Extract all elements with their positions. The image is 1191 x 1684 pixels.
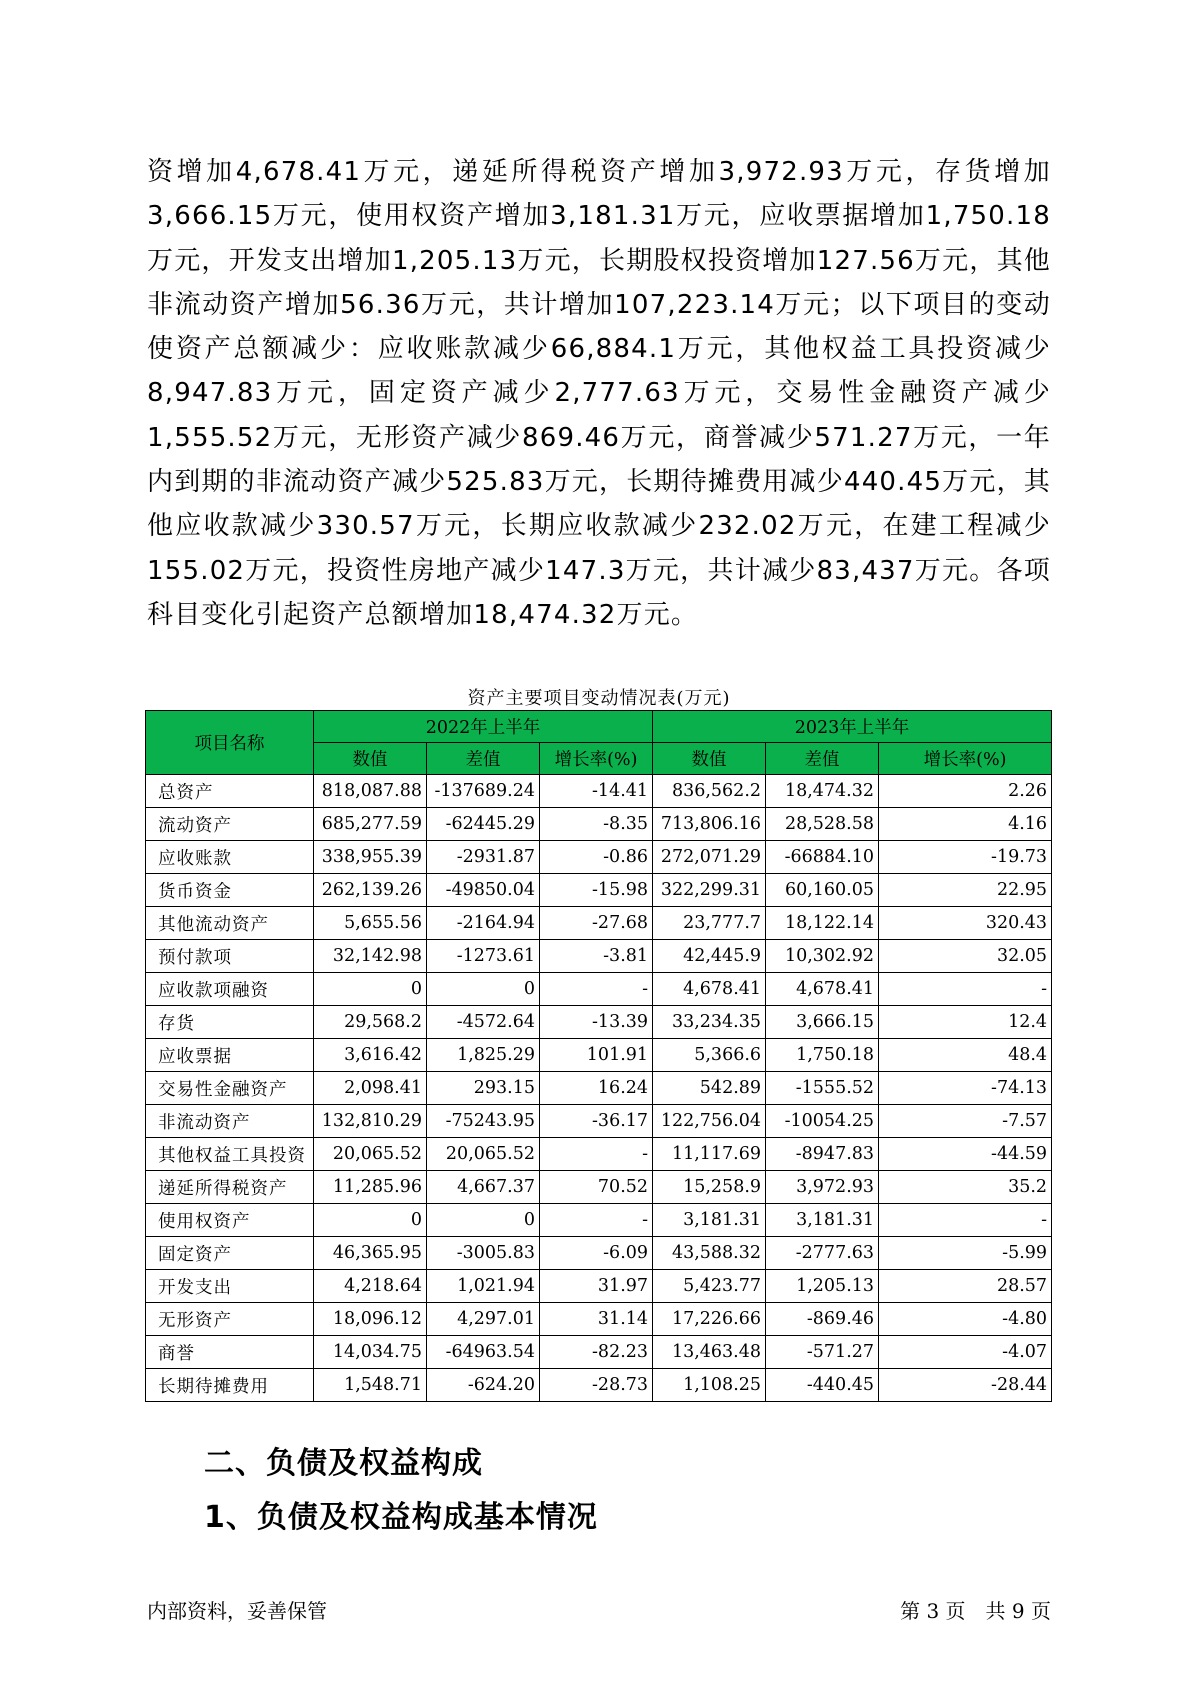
cell-value-2022: 14,034.75 xyxy=(314,1336,427,1369)
table-row xyxy=(146,1369,1052,1402)
cell-growth-2023: -4.80 xyxy=(879,1303,1052,1336)
cell-value-2022: 1,548.71 xyxy=(314,1369,427,1402)
cell-value-2023: 836,562.2 xyxy=(653,775,766,808)
cell-item-name: 递延所得税资产 xyxy=(146,1171,314,1204)
cell-diff-2022: 20,065.52 xyxy=(427,1138,540,1171)
cell-item-name: 应收款项融资 xyxy=(146,973,314,1006)
cell-diff-2022: -137689.24 xyxy=(427,775,540,808)
cell-value-2022: 2,098.41 xyxy=(314,1072,427,1105)
table-row xyxy=(146,1039,1052,1072)
cell-growth-2022: -36.17 xyxy=(540,1105,653,1138)
cell-growth-2023: -28.44 xyxy=(879,1369,1052,1402)
cell-growth-2023: 12.4 xyxy=(879,1006,1052,1039)
cell-diff-2022: 1,825.29 xyxy=(427,1039,540,1072)
table-row xyxy=(146,1105,1052,1138)
header-group-2022: 2022年上半年 xyxy=(314,711,653,743)
cell-item-name: 交易性金融资产 xyxy=(146,1072,314,1105)
cell-value-2022: 0 xyxy=(314,1204,427,1237)
cell-growth-2023: -5.99 xyxy=(879,1237,1052,1270)
cell-growth-2023: -7.57 xyxy=(879,1105,1052,1138)
cell-diff-2023: -2777.63 xyxy=(766,1237,879,1270)
header-growth-2023: 增长率(%) xyxy=(879,743,1052,775)
cell-item-name: 其他流动资产 xyxy=(146,907,314,940)
cell-value-2022: 32,142.98 xyxy=(314,940,427,973)
table-header xyxy=(146,711,1052,775)
table-row xyxy=(146,1270,1052,1303)
cell-growth-2023: 35.2 xyxy=(879,1171,1052,1204)
cell-item-name: 非流动资产 xyxy=(146,1105,314,1138)
table-row xyxy=(146,1303,1052,1336)
cell-diff-2023: 10,302.92 xyxy=(766,940,879,973)
cell-diff-2022: -4572.64 xyxy=(427,1006,540,1039)
cell-diff-2023: -10054.25 xyxy=(766,1105,879,1138)
cell-diff-2022: -3005.83 xyxy=(427,1237,540,1270)
cell-value-2022: 29,568.2 xyxy=(314,1006,427,1039)
cell-growth-2022: - xyxy=(540,1204,653,1237)
table-row xyxy=(146,775,1052,808)
cell-value-2023: 42,445.9 xyxy=(653,940,766,973)
table-row xyxy=(146,1204,1052,1237)
table-row xyxy=(146,1072,1052,1105)
cell-item-name: 长期待摊费用 xyxy=(146,1369,314,1402)
cell-growth-2022: -6.09 xyxy=(540,1237,653,1270)
table-row xyxy=(146,907,1052,940)
cell-diff-2022: -2931.87 xyxy=(427,841,540,874)
cell-value-2023: 3,181.31 xyxy=(653,1204,766,1237)
cell-growth-2022: -15.98 xyxy=(540,874,653,907)
cell-diff-2023: -571.27 xyxy=(766,1336,879,1369)
cell-growth-2023: 28.57 xyxy=(879,1270,1052,1303)
cell-item-name: 无形资产 xyxy=(146,1303,314,1336)
cell-diff-2022: -62445.29 xyxy=(427,808,540,841)
cell-growth-2023: - xyxy=(879,973,1052,1006)
cell-value-2023: 542.89 xyxy=(653,1072,766,1105)
cell-growth-2022: 70.52 xyxy=(540,1171,653,1204)
cell-diff-2023: -66884.10 xyxy=(766,841,879,874)
cell-diff-2023: 60,160.05 xyxy=(766,874,879,907)
cell-value-2023: 43,588.32 xyxy=(653,1237,766,1270)
cell-value-2022: 46,365.95 xyxy=(314,1237,427,1270)
footer-page-number: 第 3 页 共 9 页 xyxy=(900,1599,1051,1623)
cell-growth-2022: 16.24 xyxy=(540,1072,653,1105)
cell-diff-2022: 4,297.01 xyxy=(427,1303,540,1336)
cell-value-2022: 11,285.96 xyxy=(314,1171,427,1204)
cell-item-name: 应收账款 xyxy=(146,841,314,874)
cell-value-2023: 33,234.35 xyxy=(653,1006,766,1039)
table-caption: 资产主要项目变动情况表(万元) xyxy=(467,688,731,709)
cell-value-2022: 18,096.12 xyxy=(314,1303,427,1336)
header-value-2023: 数值 xyxy=(653,743,766,775)
cell-growth-2022: 31.97 xyxy=(540,1270,653,1303)
cell-value-2023: 5,423.77 xyxy=(653,1270,766,1303)
cell-value-2022: 5,655.56 xyxy=(314,907,427,940)
cell-item-name: 货币资金 xyxy=(146,874,314,907)
cell-diff-2023: 18,122.14 xyxy=(766,907,879,940)
cell-item-name: 总资产 xyxy=(146,775,314,808)
cell-value-2022: 685,277.59 xyxy=(314,808,427,841)
cell-growth-2023: 22.95 xyxy=(879,874,1052,907)
cell-value-2022: 0 xyxy=(314,973,427,1006)
cell-item-name: 其他权益工具投资 xyxy=(146,1138,314,1171)
cell-growth-2022: - xyxy=(540,1138,653,1171)
cell-growth-2023: -74.13 xyxy=(879,1072,1052,1105)
cell-item-name: 使用权资产 xyxy=(146,1204,314,1237)
cell-growth-2022: -13.39 xyxy=(540,1006,653,1039)
cell-value-2023: 4,678.41 xyxy=(653,973,766,1006)
cell-growth-2022: 101.91 xyxy=(540,1039,653,1072)
table-row xyxy=(146,841,1052,874)
cell-value-2022: 262,139.26 xyxy=(314,874,427,907)
table-row xyxy=(146,1006,1052,1039)
cell-value-2022: 3,616.42 xyxy=(314,1039,427,1072)
cell-diff-2022: -75243.95 xyxy=(427,1105,540,1138)
cell-diff-2023: 1,205.13 xyxy=(766,1270,879,1303)
cell-value-2022: 20,065.52 xyxy=(314,1138,427,1171)
header-diff-2022: 差值 xyxy=(427,743,540,775)
table-row xyxy=(146,1336,1052,1369)
table-row xyxy=(146,1138,1052,1171)
cell-item-name: 商誉 xyxy=(146,1336,314,1369)
cell-value-2023: 13,463.48 xyxy=(653,1336,766,1369)
cell-growth-2023: 2.26 xyxy=(879,775,1052,808)
header-diff-2023: 差值 xyxy=(766,743,879,775)
cell-growth-2022: -14.41 xyxy=(540,775,653,808)
cell-growth-2022: -0.86 xyxy=(540,841,653,874)
table-row xyxy=(146,808,1052,841)
cell-item-name: 固定资产 xyxy=(146,1237,314,1270)
header-growth-2022: 增长率(%) xyxy=(540,743,653,775)
header-value-2022: 数值 xyxy=(314,743,427,775)
cell-growth-2023: -4.07 xyxy=(879,1336,1052,1369)
cell-value-2023: 122,756.04 xyxy=(653,1105,766,1138)
table-row xyxy=(146,874,1052,907)
cell-value-2023: 11,117.69 xyxy=(653,1138,766,1171)
cell-diff-2022: 293.15 xyxy=(427,1072,540,1105)
cell-value-2022: 4,218.64 xyxy=(314,1270,427,1303)
cell-value-2022: 132,810.29 xyxy=(314,1105,427,1138)
section-heading: 二、负债及权益构成 xyxy=(204,1446,483,1481)
cell-growth-2023: 32.05 xyxy=(879,940,1052,973)
cell-item-name: 预付款项 xyxy=(146,940,314,973)
cell-value-2023: 1,108.25 xyxy=(653,1369,766,1402)
cell-diff-2023: -1555.52 xyxy=(766,1072,879,1105)
cell-diff-2022: 0 xyxy=(427,973,540,1006)
cell-diff-2023: 3,181.31 xyxy=(766,1204,879,1237)
cell-growth-2022: -82.23 xyxy=(540,1336,653,1369)
cell-diff-2023: -440.45 xyxy=(766,1369,879,1402)
cell-growth-2023: - xyxy=(879,1204,1052,1237)
cell-diff-2023: 3,666.15 xyxy=(766,1006,879,1039)
asset-changes-table xyxy=(145,710,1052,1402)
cell-diff-2022: 1,021.94 xyxy=(427,1270,540,1303)
body-paragraph xyxy=(147,150,1051,637)
cell-item-name: 存货 xyxy=(146,1006,314,1039)
cell-diff-2022: 0 xyxy=(427,1204,540,1237)
header-item-name: 项目名称 xyxy=(146,711,314,775)
table-row xyxy=(146,973,1052,1006)
cell-value-2023: 23,777.7 xyxy=(653,907,766,940)
cell-value-2023: 5,366.6 xyxy=(653,1039,766,1072)
cell-growth-2023: -44.59 xyxy=(879,1138,1052,1171)
table-row xyxy=(146,1237,1052,1270)
table-body xyxy=(146,775,1052,1402)
cell-value-2023: 15,258.9 xyxy=(653,1171,766,1204)
cell-diff-2022: -624.20 xyxy=(427,1369,540,1402)
cell-diff-2023: 18,474.32 xyxy=(766,775,879,808)
cell-value-2023: 272,071.29 xyxy=(653,841,766,874)
cell-diff-2023: -8947.83 xyxy=(766,1138,879,1171)
cell-growth-2023: 4.16 xyxy=(879,808,1052,841)
cell-diff-2023: 3,972.93 xyxy=(766,1171,879,1204)
cell-growth-2022: -3.81 xyxy=(540,940,653,973)
cell-diff-2022: -49850.04 xyxy=(427,874,540,907)
cell-diff-2023: -869.46 xyxy=(766,1303,879,1336)
cell-value-2022: 338,955.39 xyxy=(314,841,427,874)
cell-growth-2022: -8.35 xyxy=(540,808,653,841)
cell-value-2022: 818,087.88 xyxy=(314,775,427,808)
paragraph-text: 资增加4,678.41万元，递延所得税资产增加3,972.93万元，存货增加3,666.15万元，使用权资产增加3,181.31万元，应收票据增加1,750.18万元，开发支出增加1,205.13万元，长期股权投资增加127.56万元，其他非流动资产增加56.36万元，共计增加107,223.14万元；以下项目的变动使资产总额减少：应收账款减少66,884.1万元，其他权益工具投资减少8,947.83万元，固定资产减少2,777.63万元，交易性金融资产减少1,555.52万元，无形资产减少869.46万元，商誉减少571.27万元，一年内到期的非流动资产减少525.83万元，长期待摊费用减少440.45万元，其他应收款减少330.57万元，长期应收款减少232.02万元，在建工程减少155.02万元，投资性房地产减少147.3万元，共计减少83,437万元。各项科目变化引起资产总额增加18,474.32万元。 xyxy=(147,157,1051,630)
cell-item-name: 开发支出 xyxy=(146,1270,314,1303)
table-row xyxy=(146,1171,1052,1204)
cell-diff-2023: 1,750.18 xyxy=(766,1039,879,1072)
cell-diff-2022: -2164.94 xyxy=(427,907,540,940)
cell-growth-2023: 320.43 xyxy=(879,907,1052,940)
cell-value-2023: 322,299.31 xyxy=(653,874,766,907)
cell-item-name: 流动资产 xyxy=(146,808,314,841)
cell-growth-2022: 31.14 xyxy=(540,1303,653,1336)
cell-growth-2022: -28.73 xyxy=(540,1369,653,1402)
cell-item-name: 应收票据 xyxy=(146,1039,314,1072)
cell-growth-2022: - xyxy=(540,973,653,1006)
cell-growth-2022: -27.68 xyxy=(540,907,653,940)
cell-growth-2023: -19.73 xyxy=(879,841,1052,874)
cell-diff-2023: 28,528.58 xyxy=(766,808,879,841)
cell-diff-2022: -64963.54 xyxy=(427,1336,540,1369)
footer-confidential-note: 内部资料，妥善保管 xyxy=(147,1599,327,1623)
header-group-2023: 2023年上半年 xyxy=(653,711,1052,743)
cell-growth-2023: 48.4 xyxy=(879,1039,1052,1072)
table-row xyxy=(146,940,1052,973)
subsection-heading: 1、负债及权益构成基本情况 xyxy=(204,1500,598,1535)
cell-value-2023: 713,806.16 xyxy=(653,808,766,841)
cell-diff-2023: 4,678.41 xyxy=(766,973,879,1006)
cell-value-2023: 17,226.66 xyxy=(653,1303,766,1336)
cell-diff-2022: -1273.61 xyxy=(427,940,540,973)
cell-diff-2022: 4,667.37 xyxy=(427,1171,540,1204)
